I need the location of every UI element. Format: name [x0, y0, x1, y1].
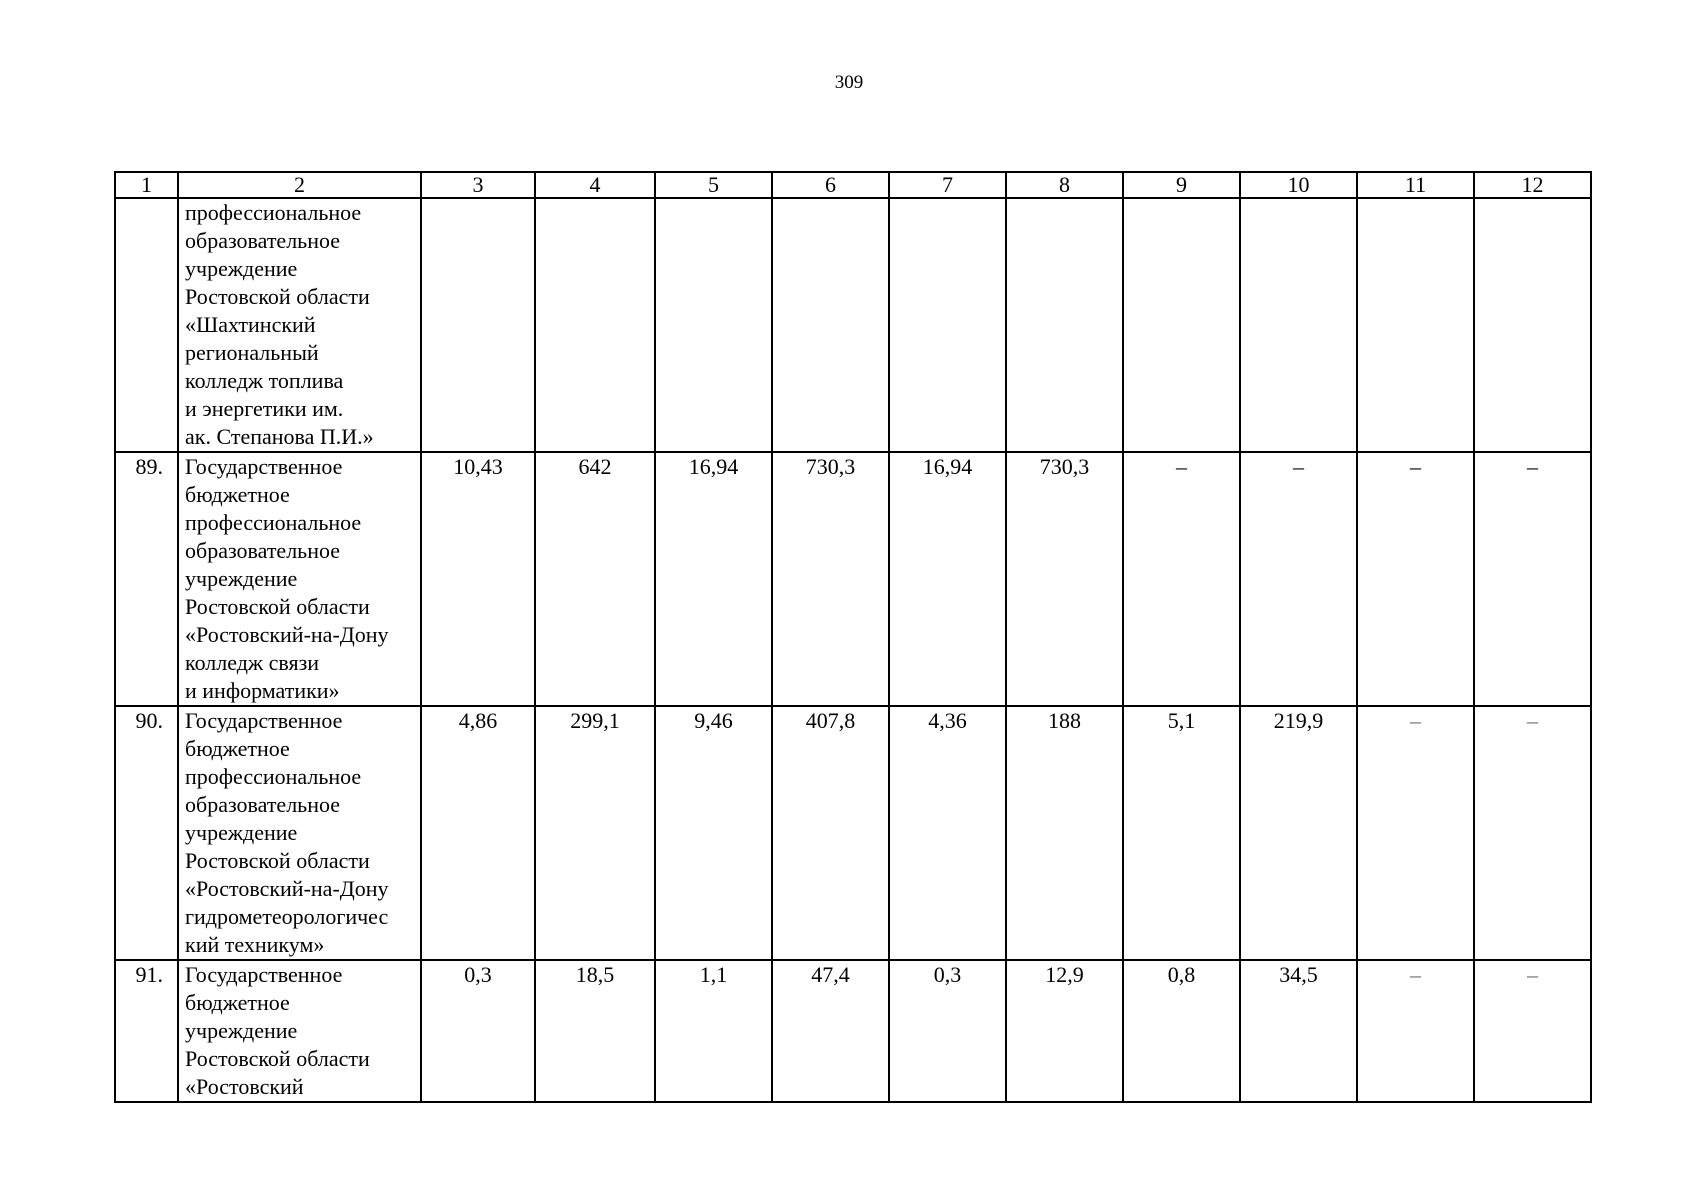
- name-line: кий техникум»: [185, 932, 325, 957]
- row-number: [115, 198, 178, 452]
- column-header: 9: [1123, 172, 1240, 198]
- value-cell: 16,94: [655, 452, 772, 706]
- value-cell: [772, 198, 889, 452]
- table-row: [115, 452, 1591, 706]
- value-cell: 4,36: [889, 706, 1006, 960]
- column-header: 7: [889, 172, 1006, 198]
- name-line: Ростовской области: [185, 1046, 370, 1071]
- name-line: Ростовской области: [185, 594, 370, 619]
- value-cell: [889, 198, 1006, 452]
- column-number-row: [115, 172, 1591, 198]
- value-cell: [535, 198, 655, 452]
- value-cell: 730,3: [1006, 452, 1123, 706]
- value-cell: 4,86: [421, 706, 535, 960]
- value-cell: –: [1474, 452, 1591, 706]
- value-cell: [1123, 198, 1240, 452]
- value-cell: 730,3: [772, 452, 889, 706]
- data-table: [114, 171, 1592, 1103]
- value-cell: –: [1474, 706, 1591, 960]
- value-cell: 407,8: [772, 706, 889, 960]
- page-number: 309: [834, 72, 864, 93]
- row-number: 89.: [115, 452, 178, 706]
- column-header: 10: [1240, 172, 1357, 198]
- value-cell: 9,46: [655, 706, 772, 960]
- name-line: колледж связи: [185, 650, 320, 675]
- value-cell: 47,4: [772, 960, 889, 1102]
- name-line: учреждение: [185, 820, 298, 845]
- name-line: учреждение: [185, 566, 298, 591]
- column-header: 3: [421, 172, 535, 198]
- name-line: профессиональное: [185, 764, 362, 789]
- table-row: [115, 960, 1591, 1102]
- institution-name: [178, 960, 421, 1102]
- name-line: учреждение: [185, 256, 298, 281]
- name-line: ак. Степанова П.И.»: [185, 424, 374, 449]
- value-cell: [1474, 198, 1591, 452]
- value-cell: –: [1357, 706, 1474, 960]
- value-cell: 219,9: [1240, 706, 1357, 960]
- column-header: 5: [655, 172, 772, 198]
- value-cell: 188: [1006, 706, 1123, 960]
- name-line: Ростовской области: [185, 848, 370, 873]
- name-line: региональный: [185, 340, 319, 365]
- name-line: и энергетики им.: [185, 396, 344, 421]
- institution-name: [178, 198, 421, 452]
- name-line: колледж топлива: [185, 368, 344, 393]
- value-cell: –: [1123, 452, 1240, 706]
- row-number: 91.: [115, 960, 178, 1102]
- name-line: Государственное: [185, 708, 343, 733]
- institution-name: [178, 706, 421, 960]
- value-cell: 299,1: [535, 706, 655, 960]
- name-line: Государственное: [185, 454, 343, 479]
- value-cell: [1006, 198, 1123, 452]
- value-cell: 5,1: [1123, 706, 1240, 960]
- name-line: «Ростовский: [185, 1074, 304, 1099]
- value-cell: [655, 198, 772, 452]
- value-cell: 10,43: [421, 452, 535, 706]
- table-row: [115, 706, 1591, 960]
- name-line: гидрометеорологичес: [185, 904, 389, 929]
- name-line: бюджетное: [185, 990, 290, 1015]
- name-line: «Ростовский-на-Дону: [185, 622, 389, 647]
- name-line: бюджетное: [185, 736, 290, 761]
- column-header: 6: [772, 172, 889, 198]
- name-line: «Ростовский-на-Дону: [185, 876, 389, 901]
- name-line: Ростовской области: [185, 284, 370, 309]
- column-header: 4: [535, 172, 655, 198]
- column-header: 11: [1357, 172, 1474, 198]
- column-header: 1: [115, 172, 178, 198]
- name-line: образовательное: [185, 538, 341, 563]
- name-line: образовательное: [185, 792, 341, 817]
- value-cell: 0,3: [421, 960, 535, 1102]
- value-cell: 12,9: [1006, 960, 1123, 1102]
- value-cell: 642: [535, 452, 655, 706]
- value-cell: –: [1240, 452, 1357, 706]
- value-cell: –: [1357, 960, 1474, 1102]
- value-cell: [421, 198, 535, 452]
- value-cell: 18,5: [535, 960, 655, 1102]
- name-line: Государственное: [185, 962, 343, 987]
- column-header: 8: [1006, 172, 1123, 198]
- name-line: и информатики»: [185, 678, 340, 703]
- table-row: [115, 198, 1591, 452]
- value-cell: 0,3: [889, 960, 1006, 1102]
- value-cell: 34,5: [1240, 960, 1357, 1102]
- value-cell: –: [1357, 452, 1474, 706]
- value-cell: [1357, 198, 1474, 452]
- name-line: «Шахтинский: [185, 312, 316, 337]
- name-line: профессиональное: [185, 510, 362, 535]
- value-cell: [1240, 198, 1357, 452]
- value-cell: 0,8: [1123, 960, 1240, 1102]
- name-line: профессиональное: [185, 200, 362, 225]
- institution-name: [178, 452, 421, 706]
- value-cell: 1,1: [655, 960, 772, 1102]
- column-header: 2: [178, 172, 421, 198]
- value-cell: 16,94: [889, 452, 1006, 706]
- row-number: 90.: [115, 706, 178, 960]
- name-line: учреждение: [185, 1018, 298, 1043]
- name-line: образовательное: [185, 228, 341, 253]
- value-cell: –: [1474, 960, 1591, 1102]
- column-header: 12: [1474, 172, 1591, 198]
- name-line: бюджетное: [185, 482, 290, 507]
